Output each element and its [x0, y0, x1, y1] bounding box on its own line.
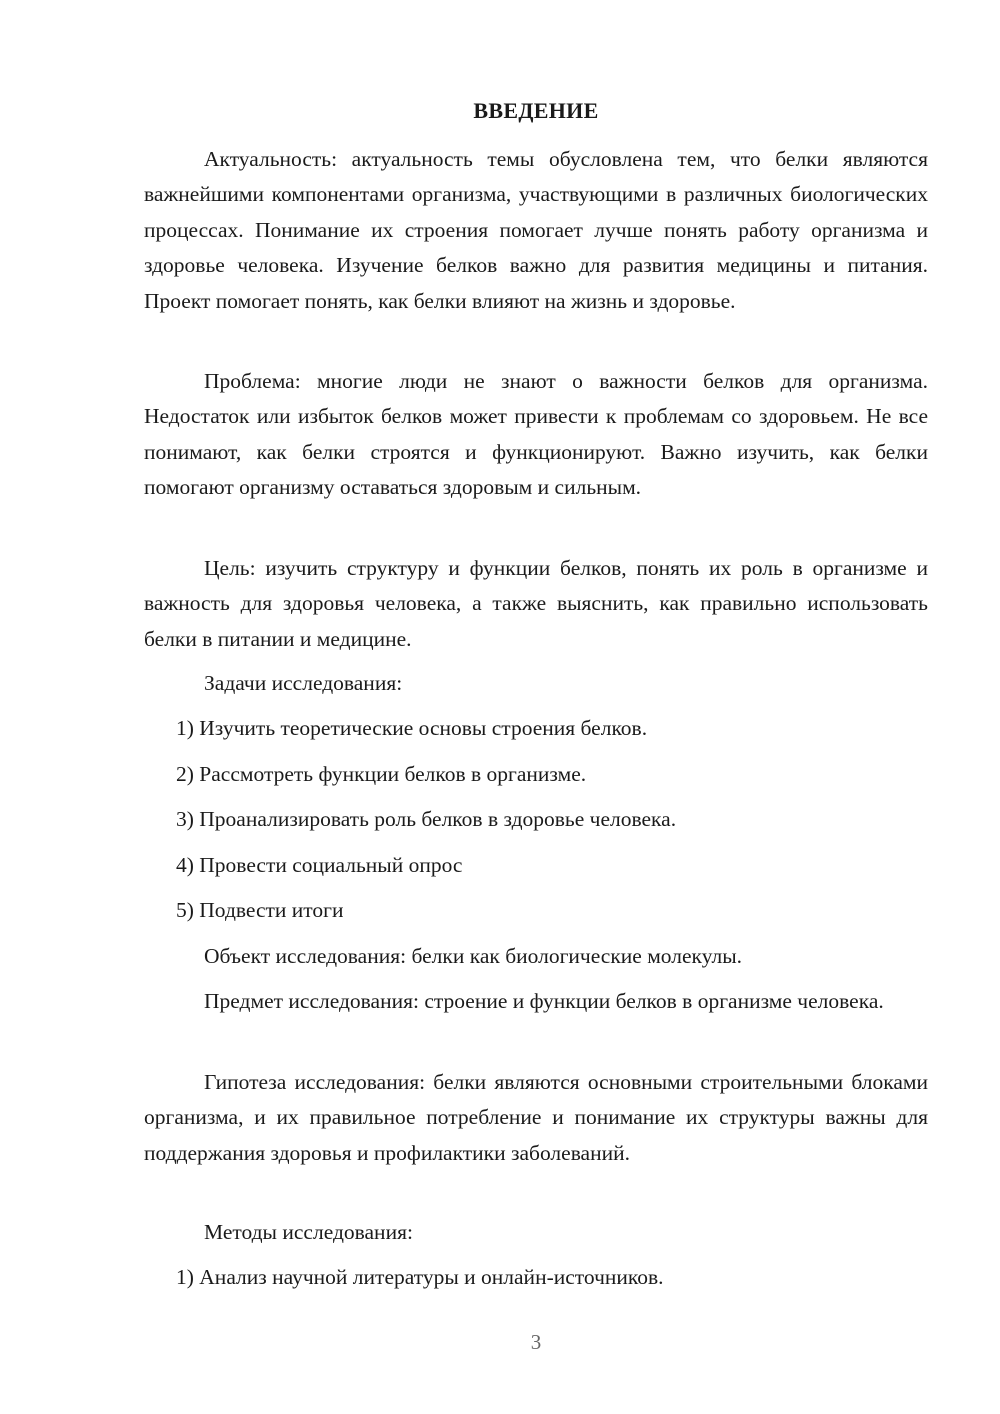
tasks-heading: Задачи исследования:	[204, 671, 403, 695]
methods-heading: Методы исследования:	[204, 1220, 413, 1244]
task-item-1: 1) Изучить теоретические основы строения белков.	[176, 716, 648, 740]
hypothesis-paragraph: Гипотеза исследования: белки являются основными строительными блоками организма, и их правильное потребление и понимание их структуры важны для поддержания здоровья и профилактики заболеваний.	[144, 1070, 928, 1165]
page-title: ВВЕДЕНИЕ	[473, 98, 599, 123]
task-item-3: 3) Проанализировать роль белков в здоровье человека.	[176, 807, 677, 831]
problem-paragraph: Проблема: многие люди не знают о важности белков для организма. Недостаток или избыток белков может привести к проблемам со здоровьем. Не все понимают, как белки строятся и функционируют. Важно изучить, как белки помогают организму оставаться здоровым и сильным.	[144, 369, 928, 500]
task-item-4: 4) Провести социальный опрос	[176, 853, 463, 877]
object-line: Объект исследования: белки как биологические молекулы.	[204, 944, 743, 968]
method-item-1: 1) Анализ научной литературы и онлайн-источников.	[176, 1265, 664, 1289]
task-item-5: 5) Подвести итоги	[176, 898, 344, 922]
page-number: 3	[530, 1330, 542, 1354]
task-item-2: 2) Рассмотреть функции белков в организме.	[176, 762, 587, 786]
subject-paragraph: Предмет исследования: строение и функции белков в организме человека.	[204, 989, 884, 1013]
relevance-paragraph: Актуальность: актуальность темы обусловлена тем, что белки являются важнейшими компонентами организма, участвующими в различных биологических процессах. Понимание их строения помогает лучше понять работу организма и здоровье человека. Изучение белков важно для развития медицины и питания. Проект помогает понять, как белки влияют на жизнь и здоровье.	[144, 147, 928, 313]
goal-paragraph: Цель: изучить структуру и функции белков, понять их роль в организме и важность для здоровья человека, а также выяснить, как правильно использовать белки в питании и медицине.	[144, 556, 928, 651]
